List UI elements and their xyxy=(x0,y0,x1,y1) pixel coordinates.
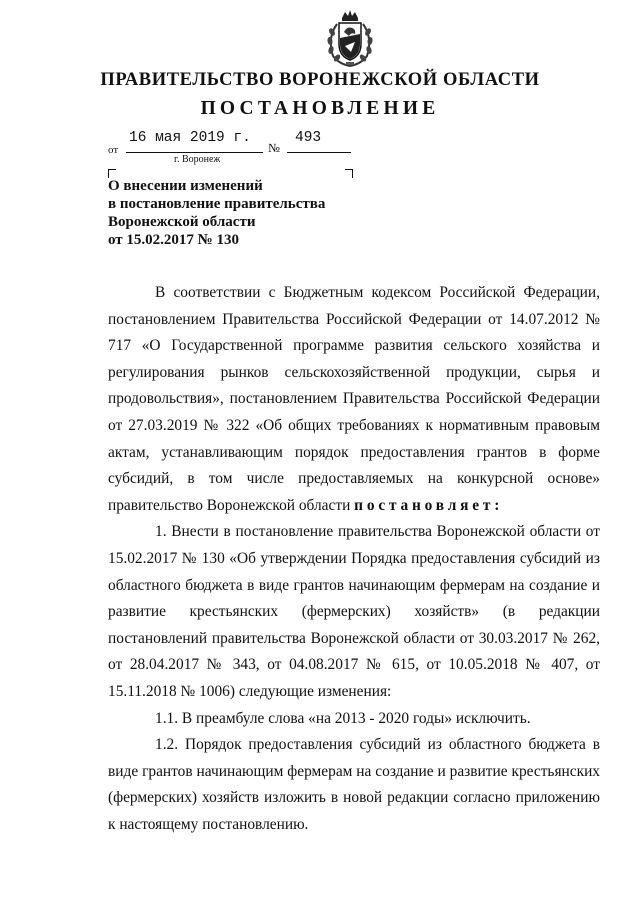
city-label: г. Воронеж xyxy=(174,154,221,165)
date-underline xyxy=(126,152,263,153)
document-number: 493 xyxy=(295,130,322,146)
document-date: 16 мая 2019 г. xyxy=(129,130,251,146)
subject-line: в постановление правительства xyxy=(108,196,326,212)
bracket-right xyxy=(345,169,353,178)
number-prefix: № xyxy=(268,141,280,155)
body-item: 1.2. Порядок предоставления субсидий из областного бюджета в виде грантов начинающим фермерам на создание и развитие крестьянских (фермерских) хозяйств изложить в новой редакции согласно приложению к настоящему постановлению. xyxy=(108,736,600,833)
preamble-paragraph xyxy=(108,280,600,519)
body-item: 1.1. В преамбуле слова «на 2013 - 2020 годы» исключить. xyxy=(155,709,531,727)
document-subject xyxy=(108,177,325,249)
document-body xyxy=(108,280,600,838)
body-item: 1. Внести в постановление правительства Воронежской области от 15.02.2017 № 130 «Об утверждении Порядка предоставления субсидий из областного бюджета в виде грантов начинающим фермерам на создание и развитие крестьянских (фермерских) хозяйств» (в редакции постановлений правительства Воронежской области от 30.03.2017 № 262, от 28.04.2017 № 343, от 04.08.2017 № 615, от 10.05.2018 № 407, от 15.11.2018 № 1006) следующие изменения: xyxy=(108,523,600,700)
number-underline xyxy=(287,152,351,153)
date-prefix: от xyxy=(108,144,119,156)
preamble-text: В соответствии с Бюджетным кодексом Российской Федерации, постановлением Правительства Российской Федерации от 14.07.2012 № 717 «О Государственной программе развития сельского хозяйства и регулирования рынков сельскохозяйственной продукции, сырья и продовольствия», постановлением Правительства Российской Федерации от 27.03.2019 № 322 «Об общих требованиях к нормативным правовым актам, устанавливающим порядок предоставления грантов в форме субсидий, в том числе предоставляемых на конкурсной основе» правительство Воронежской области xyxy=(108,284,600,514)
subject-line: Воронежской области xyxy=(108,214,256,230)
subject-line: О внесении изменений xyxy=(108,178,263,194)
subject-line: от 15.02.2017 № 130 xyxy=(108,232,239,248)
document-type: ПОСТАНОВЛЕНИЕ xyxy=(200,98,440,119)
decree-word: постановляет: xyxy=(354,496,504,514)
coat-of-arms-icon xyxy=(321,8,379,70)
organization-title: ПРАВИТЕЛЬСТВО ВОРОНЕЖСКОЙ ОБЛАСТИ xyxy=(100,70,540,90)
